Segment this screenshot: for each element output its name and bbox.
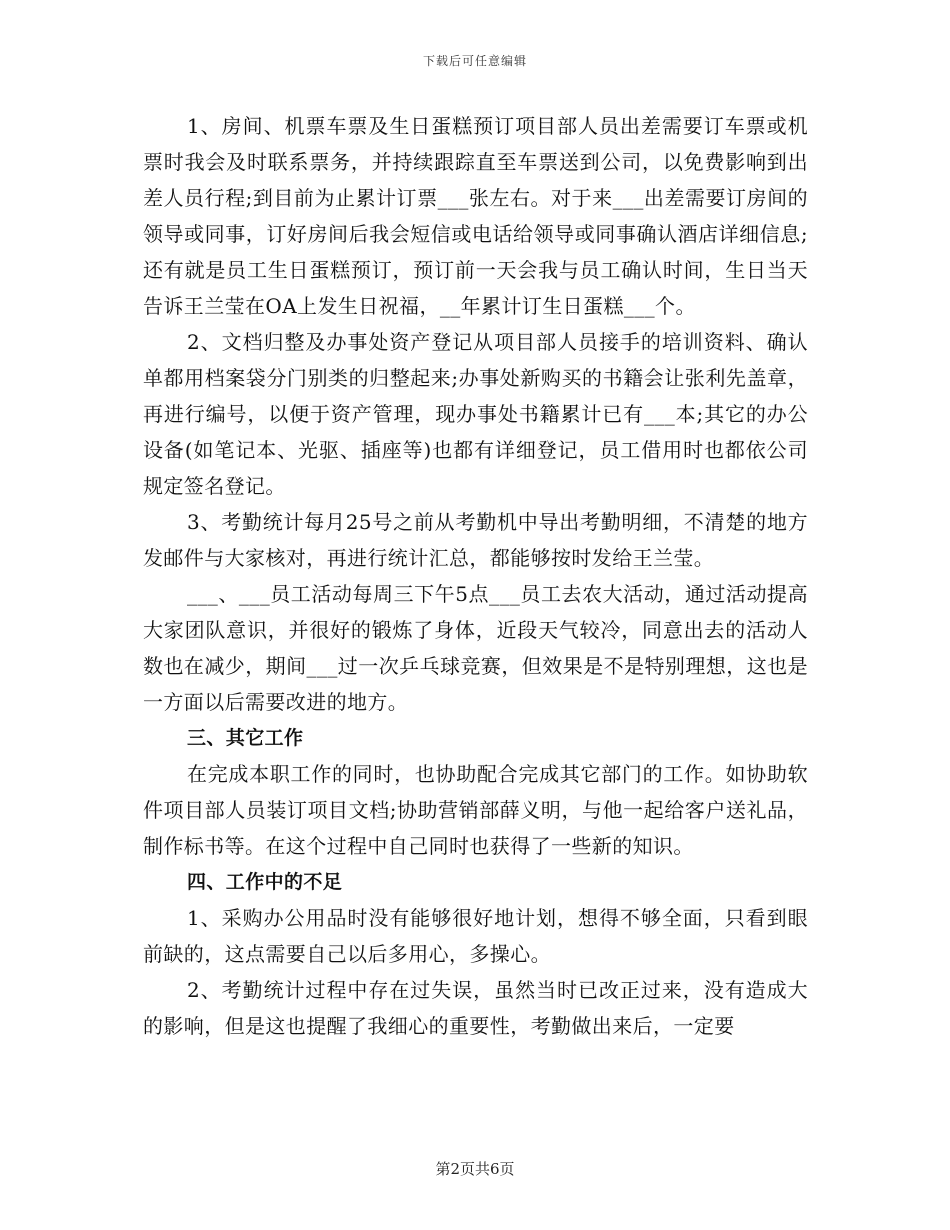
paragraph-shortcoming-1: 1、采购办公用品时没有能够很好地计划，想得不够全面，只看到眼前缺的，这点需要自己以后多用心，多操心。 (143, 906, 808, 966)
paragraph-other-work: 在完成本职工作的同时，也协助配合完成其它部门的工作。如协助软件项目部人员装订项目文档;协助营销部薛义明，与他一起给客户送礼品，制作标书等。在这个过程中自己同时也获得了一些新的知识。 (143, 762, 808, 858)
paragraph-archive: 2、文档归整及办事处资产登记从项目部人员接手的培训资料、确认单都用档案袋分门别类的归整起来;办事处新购买的书籍会让张利先盖章，再进行编号，以便于资产管理，现办事处书籍累计已有___本;其它的办公设备(如笔记本、光驱、插座等)也都有详细登记，员工借用时也都依公司规定签名登记。 (143, 330, 808, 498)
section-heading-other-work: 三、其它工作 (187, 727, 304, 749)
paragraph-activities: ___、___员工活动每周三下午5点___员工去农大活动，通过活动提高大家团队意识，并很好的锻炼了身体，近段天气较冷，同意出去的活动人数也在减少，期间___过一次乒乓球竞赛，但效果是不是特别理想，这也是一方面以后需要改进的地方。 (143, 582, 808, 714)
page-number-footer: 第2页共6页 (435, 1160, 515, 1178)
paragraph-shortcoming-2: 2、考勤统计过程中存在过失误，虽然当时已改正过来，没有造成大的影响，但是这也提醒了我细心的重要性，考勤做出来后，一定要 (143, 978, 808, 1038)
section-heading-shortcomings: 四、工作中的不足 (187, 871, 343, 893)
page-header: 下载后可任意编辑 (422, 54, 527, 68)
document-body (143, 108, 808, 1044)
paragraph-booking: 1、房间、机票车票及生日蛋糕预订项目部人员出差需要订车票或机票时我会及时联系票务，并持续跟踪直至车票送到公司，以免费影响到出差人员行程;到目前为止累计订票___张左右。对于来___出差需要订房间的领导或同事，订好房间后我会短信或电话给领导或同事确认酒店详细信息;还有就是员工生日蛋糕预订，预订前一天会我与员工确认时间，生日当天告诉王兰莹在OA上发生日祝福，__年累计订生日蛋糕___个。 (143, 114, 808, 318)
paragraph-attendance: 3、考勤统计每月25号之前从考勤机中导出考勤明细，不清楚的地方发邮件与大家核对，再进行统计汇总，都能够按时发给王兰莹。 (143, 510, 808, 570)
